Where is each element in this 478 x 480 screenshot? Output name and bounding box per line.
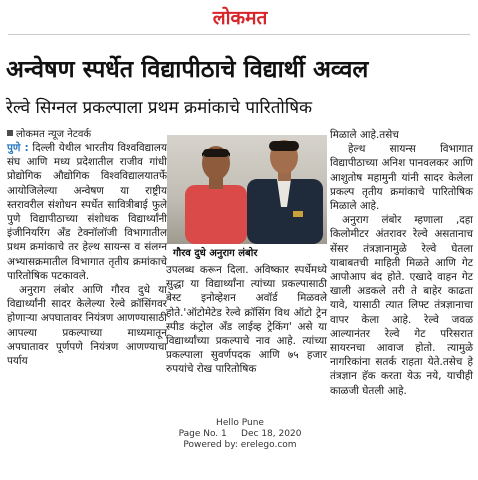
- masthead-divider: [8, 34, 470, 35]
- footer-page-date: Page No. 1 Dec 18, 2020: [178, 429, 302, 439]
- footer-powered-by: Powered by: erelego.com: [183, 440, 297, 450]
- person-gaurav-photo: [181, 141, 251, 244]
- column-2-paragraph-1: उपलब्ध करून दिला. अविष्कार स्पर्धेमध्ये सुद्धा या विद्यार्थ्यांना त्यांच्या प्रकल्पासाठी बेस्ट इनोव्हेशन अवॉर्ड मिळवले होते.'ऑटोमेटेड रेल्वे क्रॉसिंग विथ ऑटो ट्रेन स्पीड कंट्रोल अँड लाईव्ह ट्रेकिंग' असे या विद्यार्थ्यांच्या प्रकल्पाचे नाव आहे. त्यांच्या प्रकल्पाला सुवर्णपदक आणि ७५ हजार रुपयांचे रोख पारितोषिक: [166, 264, 327, 376]
- column-3-paragraph-3: अनुराग लंबोर म्हणाला ,दहा किलोमीटर अंतरावर रेल्वे असतानाच सेंसर तंत्रज्ञानामुळे रेल्वे घेतला याबाबतची माहिती मिळते आणि गेट आपोआप बंद होते. एखादे वाहन गेट खाली अडकले तरी ते बाहेर काढता यावे, यासाठी त्यात लिफ्ट तंत्रज्ञानाचा वापर केला आहे. रेल्वे जवळ आल्यानंतर रेल्वे गेट परिसरात सायरनचा आवाज होतो. त्यामुळे नागरिकांना सतर्क राहता येते.तसेच हे तंत्रज्ञान हॅक करता येऊ नये, याचीही काळजी घेतली आहे.: [330, 214, 473, 397]
- article-column-1: [7, 141, 167, 368]
- column-3-paragraph-1: मिळाले आहे.तसेच: [330, 129, 399, 141]
- lokmat-logo: लोकमत: [212, 7, 268, 29]
- page-footer: [150, 418, 330, 451]
- column-1-paragraph-2: अनुराग लंबोर आणि गौरव दुधे या विद्यार्थ्यांनी सादर केलेल्या रेल्वे क्रॉसिंगवर होणाऱ्या अपघातावर नियंत्रण आणण्यासाठी आपल्या प्रकल्पाच्या माध्यमातून अपघातावर पूर्णपणे नियंत्रण आणण्याचा पर्याय: [7, 284, 167, 368]
- article-column-2: [166, 263, 327, 377]
- person-anurag-photo: [245, 137, 323, 244]
- article-headline: अन्वेषण स्पर्धेत विद्यापीठाचे विद्यार्थी अव्वल: [6, 55, 369, 83]
- column-1-text-1: दिल्ली येथील भारतीय विश्वविद्यालय संघ आणि मध्य प्रदेशातील राजीव गांधी प्रोद्योगिक औद्योगिक विश्वविद्यालयातर्फे आयोजिलेल्या अन्वेषण या राष्ट्रीय स्तरावरील संशोधन स्पर्धेत सावित्रीबाई फुले पुणे विद्यापीठाच्या संशोधक विद्यार्थ्यांनी इंजीनियरिंग अँड टेक्नॉलॉजी विभागातील प्रथम क्रमांकाचे तर हेल्थ सायन्स व संलग्न अभ्यासक्रमातील विभागात तृतीय क्रमांकाचे पारितोषिक पटकावले.: [7, 142, 167, 282]
- byline: [7, 129, 91, 141]
- dateline: पुणे :: [7, 142, 29, 154]
- article-column-3: [330, 128, 473, 398]
- byline-text: लोकमत न्यूज नेटवर्क: [16, 129, 92, 140]
- photo-caption: गौरव दुधे अनुराग लंबोर: [173, 248, 258, 259]
- byline-bullet-icon: [7, 130, 13, 136]
- footer-edition: Hello Pune: [216, 418, 264, 428]
- student-photo: [167, 135, 327, 244]
- column-1-paragraph-1: [7, 141, 167, 283]
- article-subheadline: रेल्वे सिग्नल प्रकल्पाला प्रथम क्रमांकाचे पारितोषिक: [6, 98, 313, 118]
- column-3-paragraph-2: हेल्थ सायन्स विभागात विद्यापीठाच्या अनिश पानवलकर आणि आशुतोष महामुनी यांनी सादर केलेला प्रकल्प तृतीय क्रमांकाचे पारितोषिक मिळाले आहे.: [330, 143, 473, 213]
